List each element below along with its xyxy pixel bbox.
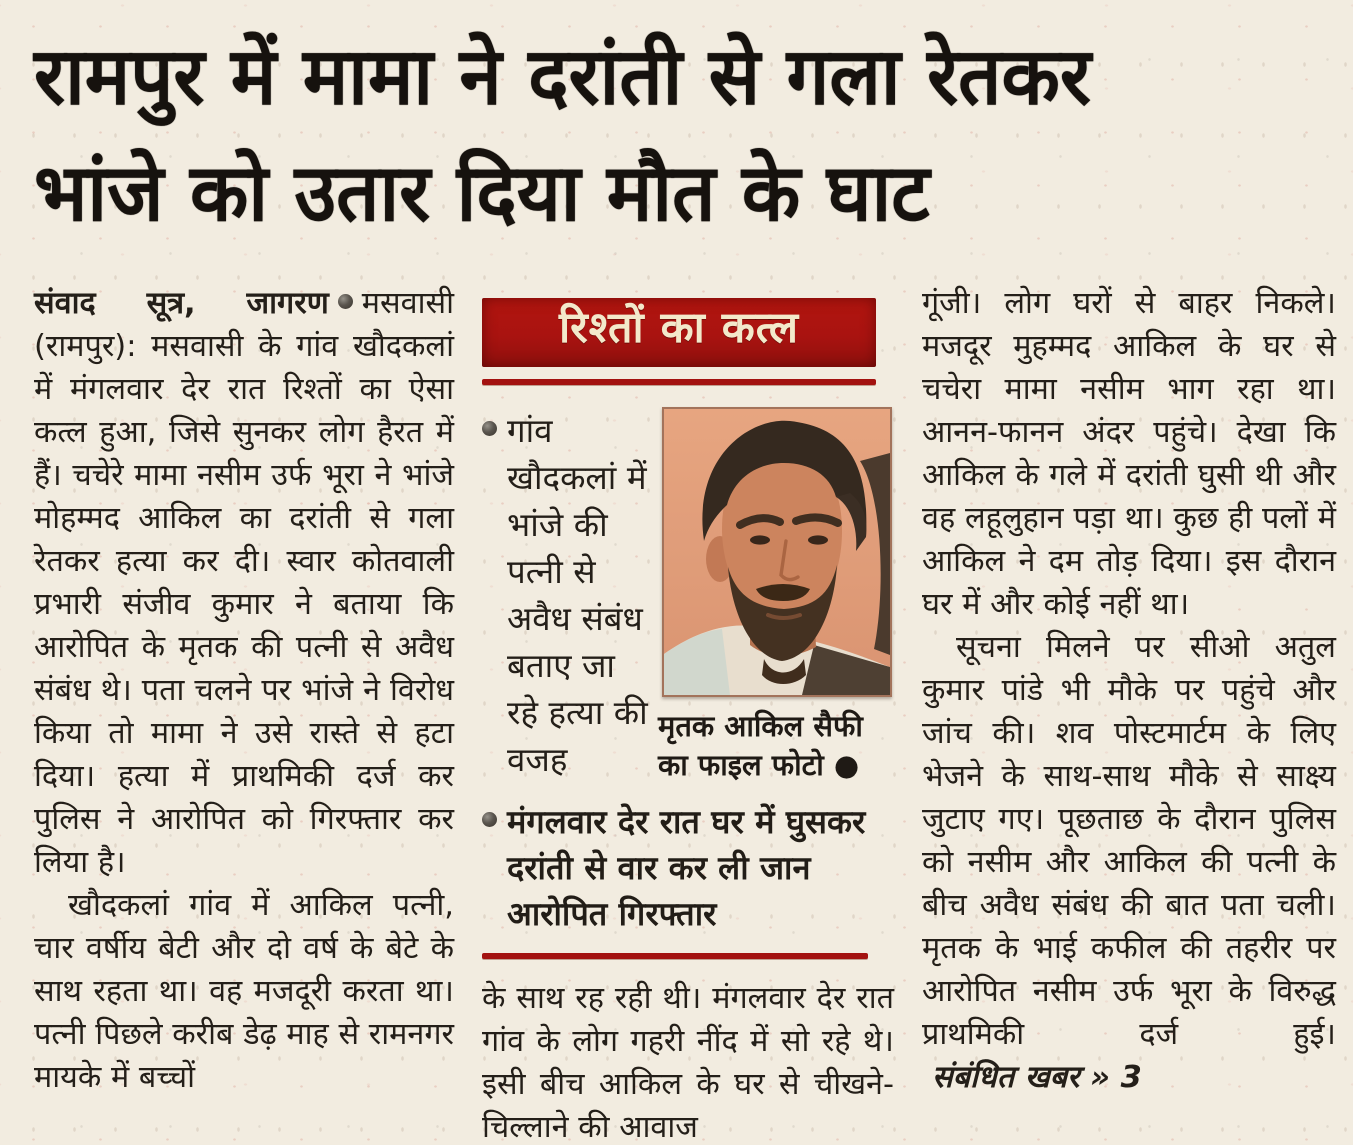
- left-paragraph-2: खौदकलां गांव में आकिल पत्नी, चार वर्षीय बेटी और दो वर्ष के बेटे के साथ रहता था। वह मजदूरी करता था। पत्नी पिछले करीब डेढ़ माह से रामनगर मायके में बच्चों: [34, 888, 454, 1095]
- highlight-2-text: मंगलवार देर रात घर में घुसकर दरांती से वार कर ली जान आरोपित गिरफ्तार: [507, 803, 866, 933]
- right-paragraph-2-text: सूचना मिलने पर सीओ अतुल कुमार पांडे भी मौके पर पहुंचे और जांच की। शव पोस्टमार्टम के लिए भेजने के साथ-साथ मौके से साक्ष्य जुटाए गए। पूछताछ के दौरान पुलिस को नसीम और आकिल की पत्नी के बीच अवैध संबंध की बात पता चली। मृतक के भाई कफील की तहरीर पर आरोपित नसीम उर्फ भूरा के विरुद्ध प्राथमिकी दर्ज हुई।: [922, 630, 1336, 1052]
- headline-line-1: रामपुर में मामा ने दरांती से गला रेतकर: [34, 29, 1091, 122]
- red-rule-top: [482, 379, 876, 385]
- lead-text: मसवासी (रामपुर): मसवासी के गांव खौदकलां में मंगलवार देर रात रिश्तों का ऐसा कत्ल हुआ, जिसे सुनकर लोग हैरत में हैं। चचेरे मामा नसीम उर्फ भूरा ने भांजे मोहम्मद आकिल का दरांती से गला रेतकर हत्या कर दी। स्वार कोतवाली प्रभारी संजीव कुमार ने बताया कि आरोपित के मृतक की पत्नी से अवैध संबंध थे। पता चलने पर भांजे ने विरोध किया तो मामा ने उसे रास्ते से हटा दिया। हत्या में प्राथमिकी दर्ज कर पुलिस ने आरोपित को गिरफ्तार कर लिया है।: [34, 286, 454, 880]
- kicker-label: रिश्तों का कत्ल: [558, 303, 799, 353]
- red-rule-bottom: [482, 953, 868, 959]
- related-news-pointer: संबंधित खबर » 3: [932, 1060, 1142, 1095]
- lead-paragraph: [34, 282, 454, 884]
- byline: संवाद सूत्र, जागरण: [34, 286, 329, 321]
- victim-photo-figure: [654, 407, 894, 785]
- bullet-dot-icon: [482, 421, 497, 436]
- middle-body-text: के साथ रह रही थी। मंगलवार देर रात गांव के लोग गहरी नींद में सो रहे थे। इसी बीच आकिल के घर से चीखने-चिल्लाने की आवाज: [482, 981, 894, 1145]
- photo-caption: मृतक आकिल सैफी का फाइल फोटो ●: [658, 709, 863, 782]
- headline-line-2: भांजे को उतार दिया मौत के घाट: [34, 145, 930, 239]
- article-columns: [34, 282, 1336, 1145]
- bullet-dot-icon: [482, 812, 497, 827]
- article-headline: [34, 18, 1324, 251]
- middle-column: [482, 282, 894, 1145]
- kicker-banner: [482, 298, 876, 367]
- right-paragraph-1: गूंजी। लोग घरों से बाहर निकले। मजदूर मुहम्मद आकिल के घर से चचेरा मामा नसीम भाग रहा था। आनन-फानन अंदर पहुंचे। देखा कि आकिल के गले में दरांती घुसी थी और वह लहूलुहान पड़ा था। कुछ ही पलों में आकिल ने दम तोड़ दिया। इस दौरान घर में और कोई नहीं था।: [922, 286, 1336, 622]
- highlight-1: [482, 407, 654, 785]
- right-column: [922, 282, 1336, 1145]
- victim-portrait-illustration: [664, 409, 890, 695]
- highlight-1-row: [482, 407, 894, 785]
- byline-separator-dot-icon: [338, 294, 353, 309]
- right-paragraph-2: [922, 626, 1336, 1099]
- victim-photo: [662, 407, 892, 697]
- left-column: [34, 282, 454, 1145]
- highlight-2-row: [482, 799, 894, 937]
- highlight-1-text: गांव खौदकलां में भांजे की पत्नी से अवैध संबंध बताए जा रहे हत्या की वजह: [507, 411, 648, 779]
